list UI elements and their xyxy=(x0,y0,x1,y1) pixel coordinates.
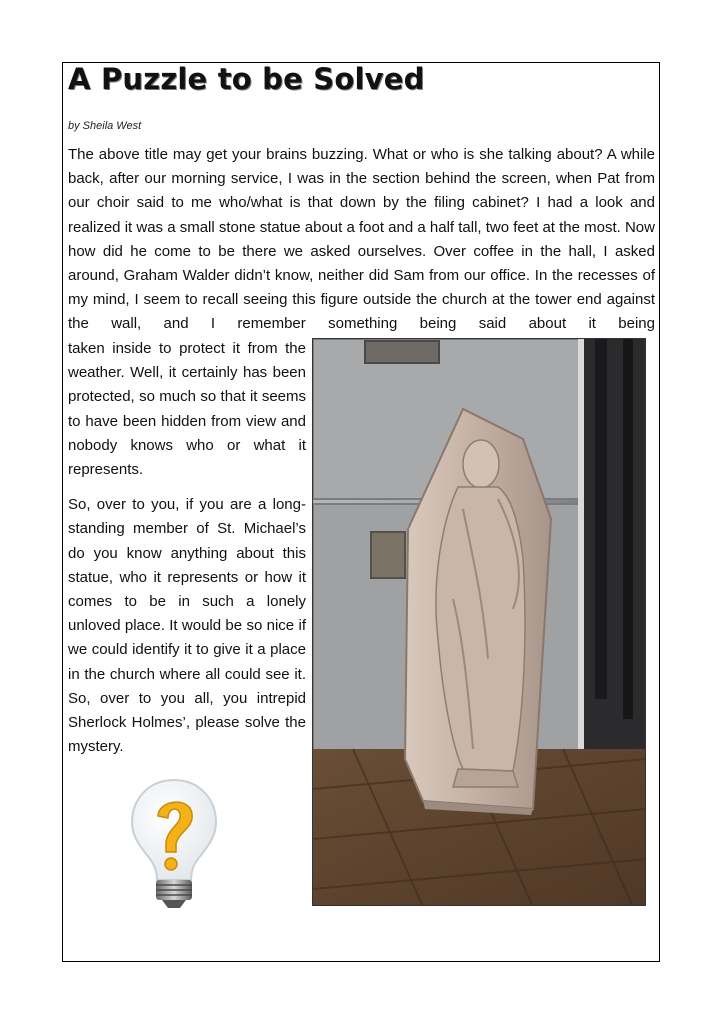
lightbulb-question-icon xyxy=(128,776,220,912)
statue-photo-illustration xyxy=(313,339,646,906)
paragraph-continued: taken inside to protect it from the weather. Well, it certainly has been protected, so much so that it seems to have been hidden from view and nobody knows who or what it represents. xyxy=(68,340,306,479)
paragraph-appeal: So, over to you, if you are a long-standing member of St. Michael’s do you know anything about this statue, who it represents or how it comes to be in such a lonely unloved place. It would be so nice if we could identify it to give it a place in the church where all could see it. So, over to you all, you intrepid Sherlock Holmes’, please solve the mystery. xyxy=(68,496,306,756)
lightbulb-question-illustration xyxy=(128,776,220,912)
left-column xyxy=(68,337,306,770)
intro-paragraph-text: The above title may get your brains buzzing. What or who is she talking about? A while back, after our morning service, I was in the section behind the screen, when Pat from our choir said to me who/what is that down by the filing cabinet? I had a look and realized it was a small stone statue about a foot and a half tall, two feet at the most. Now how did he come to be there we asked ourselves. Over coffee in the hall, I asked around, Graham Walder didn’t know, neither did Sam from our office. In the recesses of my mind, I seem to recall seeing this figure outside the church at the tower end against the wall, and I remember something being said about it being xyxy=(68,146,655,333)
intro-paragraph xyxy=(68,143,655,361)
article-title: A Puzzle to be Solved xyxy=(68,62,425,96)
statue-photo xyxy=(312,338,646,906)
article-byline: by Sheila West xyxy=(68,120,142,132)
